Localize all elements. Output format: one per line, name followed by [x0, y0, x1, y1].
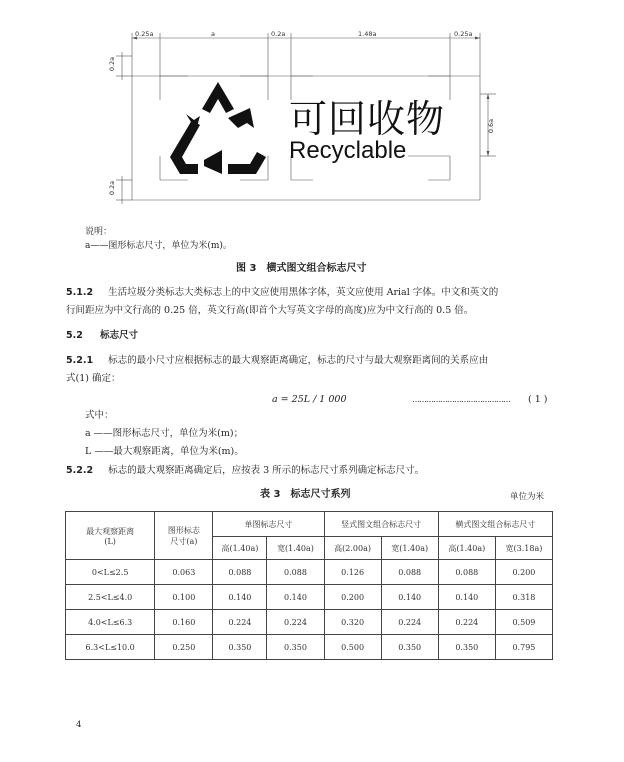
table-row — [66, 635, 553, 660]
formula-leader: …………………………………… — [412, 395, 510, 404]
dim-label-0.25a-right: 0.25a — [454, 30, 473, 38]
table-row — [66, 560, 553, 585]
table-cell: 0.350 — [438, 635, 495, 660]
subheader-cell: 宽(1.40a) — [381, 537, 438, 560]
table-cell: 0.350 — [381, 635, 438, 660]
table-cell: 0.140 — [381, 585, 438, 610]
table-cell: 0.100 — [155, 585, 213, 610]
dim-label-0.2a: 0.2a — [271, 30, 286, 38]
size-series-table — [65, 511, 553, 660]
header-text: 最大观察距离 — [86, 526, 135, 536]
note-label: 说明： — [85, 227, 113, 237]
recycle-icon — [170, 82, 266, 174]
table-cell: 0.126 — [324, 560, 381, 585]
table-header-row — [66, 512, 553, 537]
figure-3-diagram — [108, 30, 498, 208]
header-text: 尺寸(a) — [170, 536, 198, 546]
table-cell: 0.318 — [495, 585, 552, 610]
table-row — [66, 610, 553, 635]
section-text-line2: 行间距应为中文行高的 0.25 倍，英文行高(即首个大写英文字母的高度)应为中文行高的 0.5 倍。 — [66, 305, 474, 316]
section-text-line1: 标志的最小尺寸应根据标志的最大观察距离确定，标志的尺寸与最大观察距离间的关系应由 — [108, 355, 489, 366]
title-en: Recyclable — [289, 137, 407, 164]
table-cell: 0.088 — [438, 560, 495, 585]
table-cell: 0.224 — [213, 610, 267, 635]
table-cell: 0.500 — [324, 635, 381, 660]
table-cell: 0.224 — [381, 610, 438, 635]
title-cn: 可回收物 — [289, 97, 446, 141]
formula-expression: a = 25L / 1 000 — [272, 394, 347, 405]
table-cell: 0<L≤2.5 — [66, 560, 155, 585]
section-title: 标志尺寸 — [100, 330, 139, 341]
table-row — [66, 585, 553, 610]
figure-caption: 图 3 横式图文组合标志尺寸 — [236, 263, 367, 274]
dim-label-a: a — [211, 30, 215, 38]
table-cell: 2.5<L≤4.0 — [66, 585, 155, 610]
dim-label-left-top: 0.2a — [108, 56, 117, 72]
note-a-def: a——图形标志尺寸，单位为米(m)。 — [85, 241, 232, 251]
section-number: 5.1.2 — [66, 287, 94, 298]
section-text-line1: 生活垃圾分类标志大类标志上的中文应使用黑体字体，英文应使用 Arial 字体。中文和英文的 — [108, 287, 499, 298]
section-5-2 — [66, 330, 138, 342]
table-cell: 6.3<L≤10.0 — [66, 635, 155, 660]
table-cell: 0.160 — [155, 610, 213, 635]
section-5-2-1 — [66, 355, 488, 367]
header-distance — [66, 512, 155, 560]
subheader-cell: 高(1.40a) — [438, 537, 495, 560]
table-cell: 0.224 — [267, 610, 324, 635]
table-cell: 0.250 — [155, 635, 213, 660]
table-cell: 0.200 — [324, 585, 381, 610]
table-cell: 0.350 — [213, 635, 267, 660]
table-cell: 0.200 — [495, 560, 552, 585]
dim-label-left-bottom: 0.2a — [108, 180, 117, 196]
section-5-1-2 — [66, 287, 498, 299]
dim-label-right: 0.6a — [487, 118, 496, 134]
section-5-2-2 — [66, 465, 424, 477]
where-a-def: a ——图形标志尺寸，单位为米(m)； — [85, 428, 244, 439]
table-cell: 0.140 — [213, 585, 267, 610]
table-cell: 0.509 — [495, 610, 552, 635]
table-cell: 0.320 — [324, 610, 381, 635]
where-label: 式中： — [85, 410, 114, 421]
dim-label-1.48a: 1.48a — [358, 30, 377, 38]
header-group-horizontal: 横式图文组合标志尺寸 — [438, 512, 552, 537]
header-graphic-size — [155, 512, 213, 560]
header-group-single: 单图标志尺寸 — [213, 512, 324, 537]
table-caption: 表 3 标志尺寸系列 — [260, 489, 351, 500]
table-cell: 4.0<L≤6.3 — [66, 610, 155, 635]
page-number: 4 — [76, 720, 82, 730]
table-cell: 0.224 — [438, 610, 495, 635]
subheader-cell: 宽(3.18a) — [495, 537, 552, 560]
subheader-cell: 高(2.00a) — [324, 537, 381, 560]
subheader-cell: 宽(1.40a) — [267, 537, 324, 560]
header-text: (L) — [104, 536, 116, 546]
table-cell: 0.795 — [495, 635, 552, 660]
header-text: 图形标志 — [167, 525, 200, 535]
header-group-vertical: 竖式图文组合标志尺寸 — [324, 512, 438, 537]
table-cell: 0.140 — [438, 585, 495, 610]
table-unit: 单位为米 — [510, 492, 545, 502]
dim-label-0.25a-left: 0.25a — [135, 30, 154, 38]
table-cell: 0.088 — [381, 560, 438, 585]
table-cell: 0.088 — [213, 560, 267, 585]
formula-number: ( 1 ) — [528, 394, 548, 405]
section-text: 标志的最大观察距离确定后，应按表 3 所示的标志尺寸系列确定标志尺寸。 — [108, 465, 425, 476]
table-cell: 0.088 — [267, 560, 324, 585]
section-number: 5.2 — [66, 330, 83, 341]
table-cell: 0.350 — [267, 635, 324, 660]
section-number: 5.2.1 — [66, 355, 94, 366]
section-number: 5.2.2 — [66, 465, 94, 476]
section-text-line2: 式(1) 确定： — [66, 373, 121, 384]
table-cell: 0.140 — [267, 585, 324, 610]
where-l-def: L ——最大观察距离，单位为米(m)。 — [85, 446, 244, 457]
table-cell: 0.063 — [155, 560, 213, 585]
subheader-cell: 高(1.40a) — [213, 537, 267, 560]
